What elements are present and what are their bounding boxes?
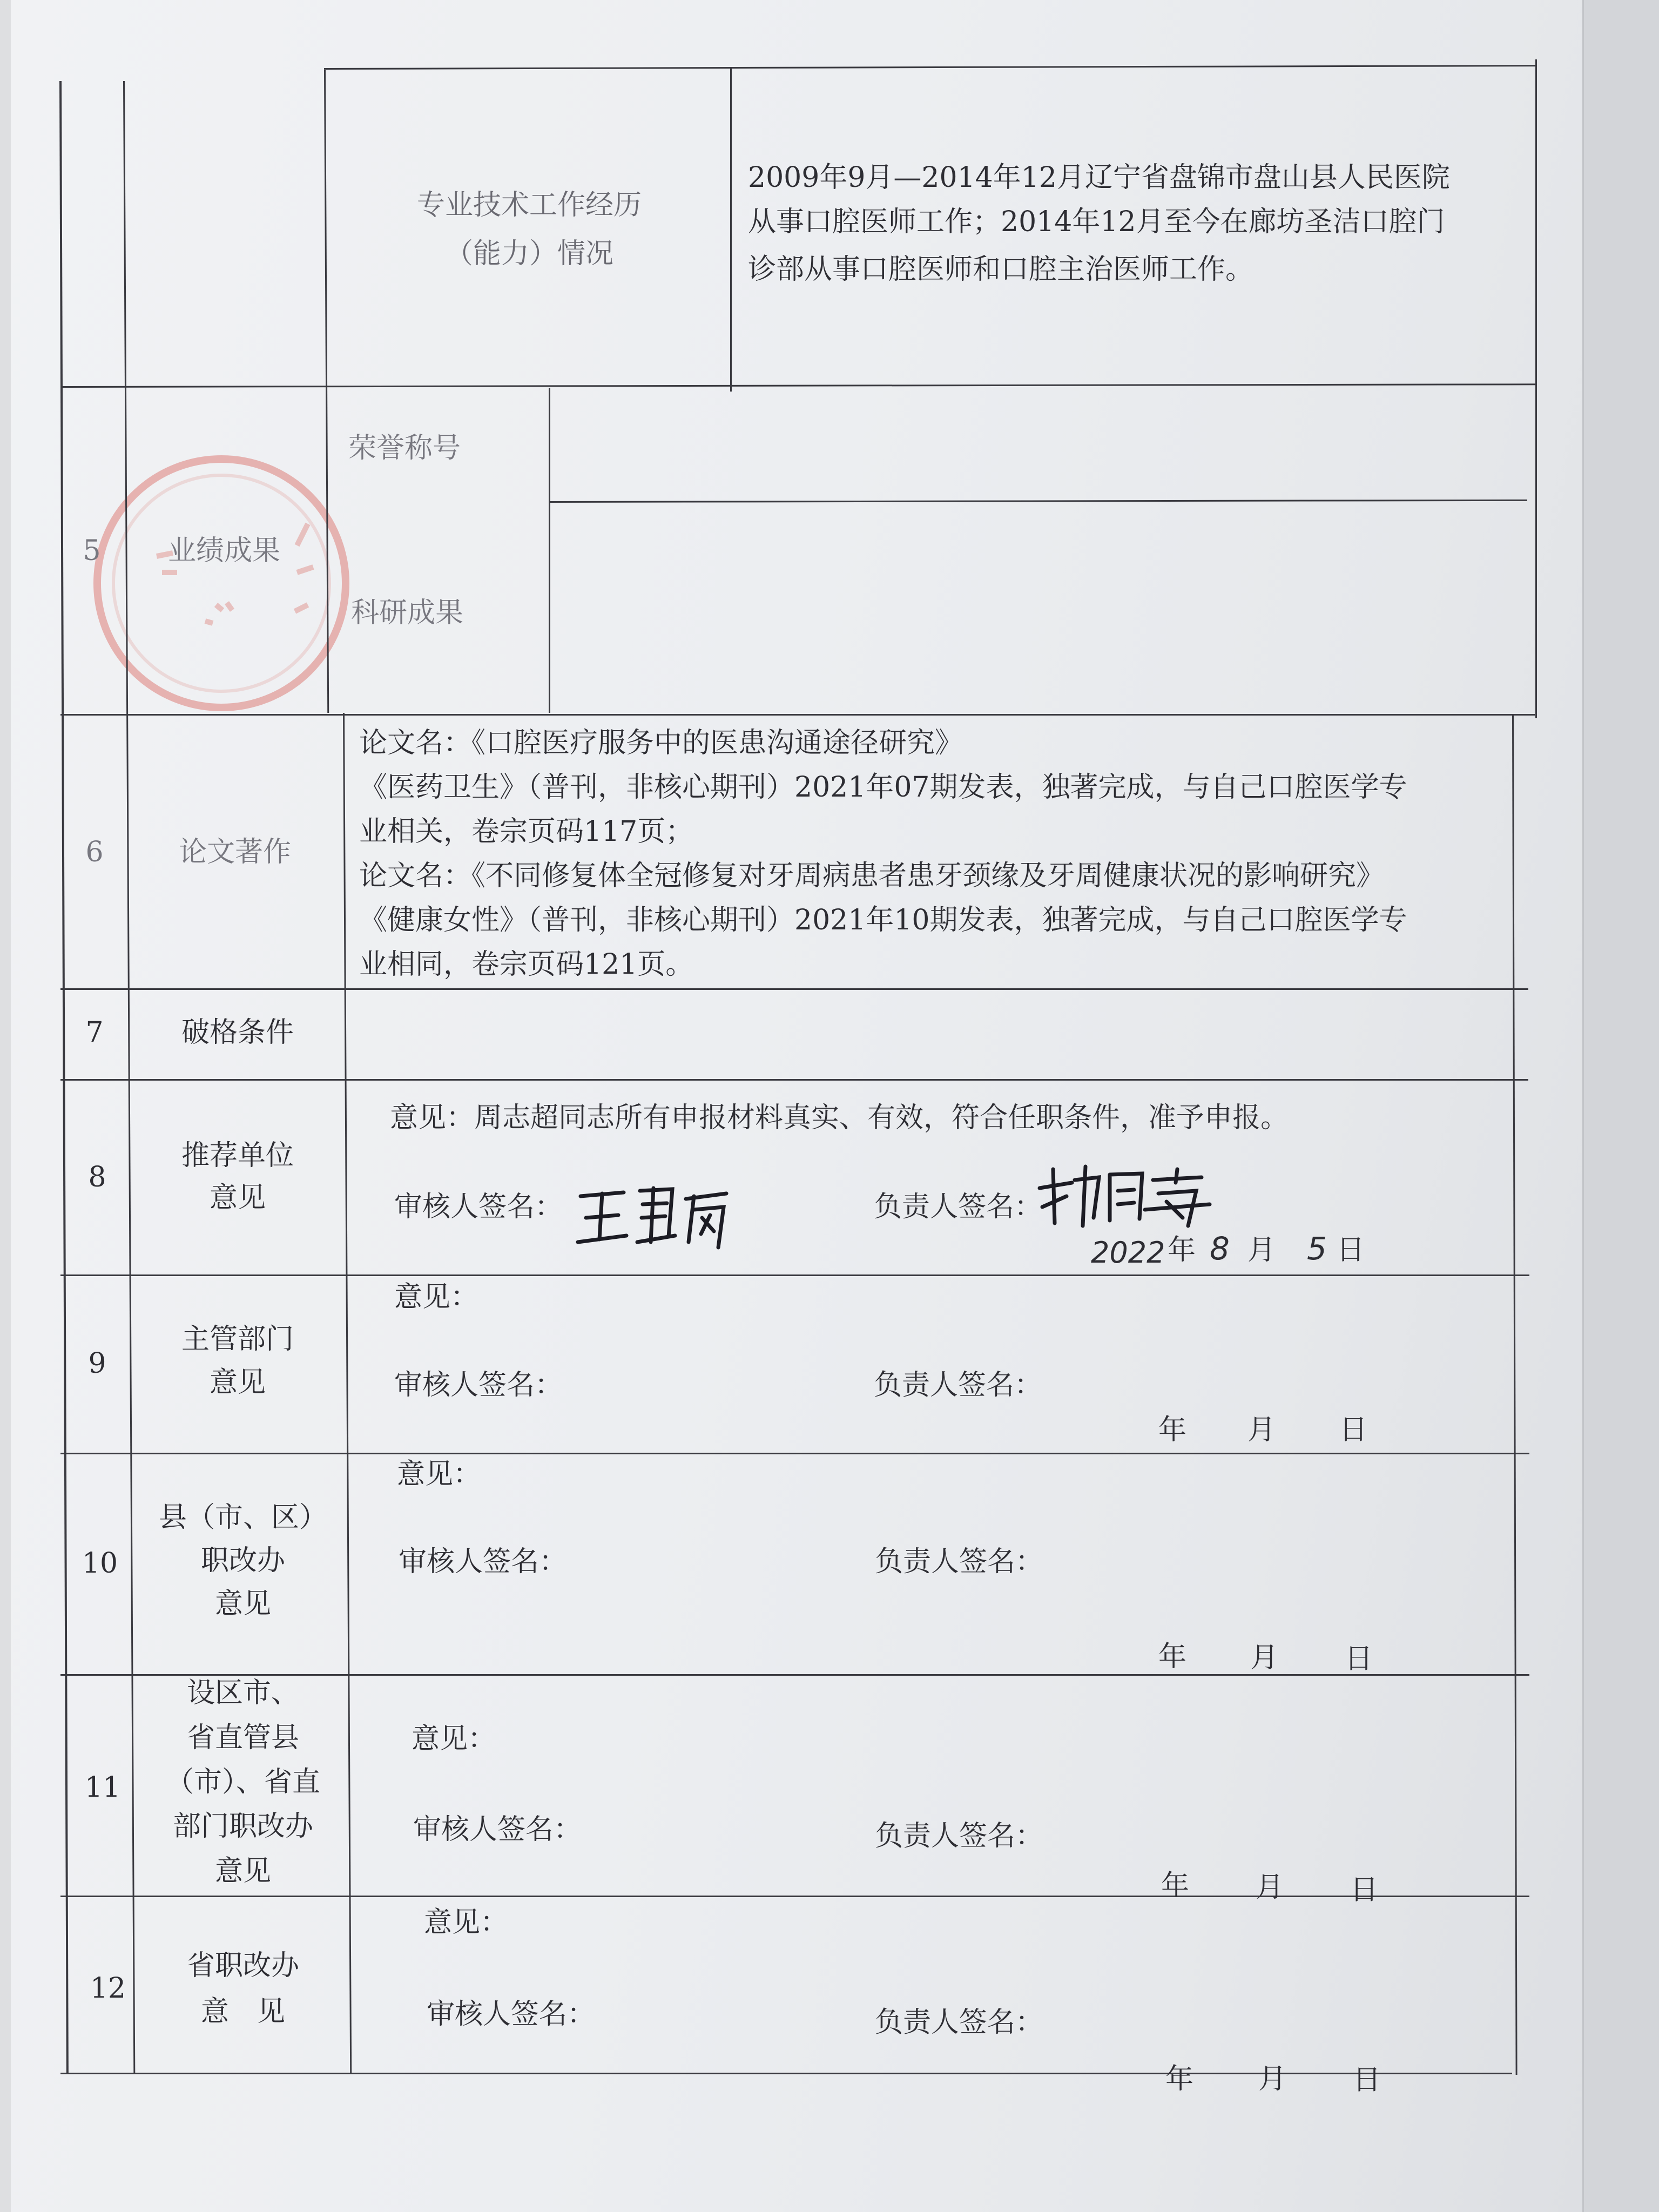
paper-line: 《医药卫生》（普刊，非核心期刊）2021年07期发表，独著完成，与自己口腔医学专 <box>359 771 1407 804</box>
row-label-line3: 意见 <box>214 1588 271 1620</box>
leader-handwritten-signature <box>1034 1158 1212 1234</box>
date-day-label: 日 <box>1353 2064 1381 2096</box>
table-border-right-upper <box>1535 59 1537 718</box>
paper-line: 论文名：《不同修复体全冠修复对牙周病患者患牙颈缘及牙周健康状况的影响研究》 <box>359 860 1385 892</box>
date-month-label: 月 <box>1256 1871 1284 1904</box>
opinion-label: 意见： <box>394 1281 479 1313</box>
paper-line: 《健康女性》（普刊，非核心期刊）2021年10期发表，独著完成，与自己口腔医学专 <box>359 904 1407 936</box>
experience-content-line: 2009年9月—2014年12月辽宁省盘锦市盘山县人民医院 <box>748 161 1450 194</box>
leader-signature-label: 负责人签名： <box>875 1546 1044 1578</box>
date-year-label: 年 <box>1158 1414 1187 1446</box>
reviewer-signature-label: 审核人签名： <box>394 1369 563 1401</box>
row-number: 8 <box>88 1161 106 1193</box>
date-day-label: 日 <box>1345 1643 1373 1675</box>
date-month-label: 月 <box>1247 1234 1276 1266</box>
row-label-line1: 主管部门 <box>181 1323 294 1355</box>
experience-content-line: 从事口腔医师工作；2014年12月至今在廊坊圣洁口腔门 <box>748 206 1445 238</box>
honor-title-label: 荣誉称号 <box>348 432 461 464</box>
date-year-label: 年 <box>1165 2063 1194 2095</box>
table-bottom-border <box>60 2073 1512 2074</box>
row-label-line3: （市）、省直 <box>165 1766 320 1798</box>
date-month-handwritten: 8 <box>1210 1230 1230 1267</box>
row-label-line1: 县（市、区） <box>158 1501 327 1534</box>
row-number: 6 <box>85 836 104 868</box>
date-month-label: 月 <box>1258 2063 1287 2095</box>
row-label: 业绩成果 <box>167 535 280 567</box>
row-label-line2: 意见 <box>209 1366 266 1399</box>
experience-content-line: 诊部从事口腔医师和口腔主治医师工作。 <box>748 253 1254 286</box>
page-edge-shadow <box>1584 0 1659 2212</box>
reviewer-signature-label: 审核人签名： <box>399 1546 568 1578</box>
paper-line: 业相关，卷宗页码117页； <box>359 815 694 848</box>
row-label: 破格条件 <box>181 1016 294 1049</box>
opinion-label: 意见： <box>412 1723 496 1755</box>
date-day-label: 日 <box>1350 1874 1379 1906</box>
row-number: 5 <box>83 535 101 567</box>
date-day-label: 日 <box>1339 1414 1368 1446</box>
row-divider <box>60 714 1535 716</box>
reviewer-signature-label: 审核人签名： <box>394 1191 563 1223</box>
reviewer-signature-label: 审核人签名： <box>427 1998 596 2031</box>
experience-label-line1: 专业技术工作经历 <box>416 189 642 221</box>
row-label-line1: 设区市、 <box>186 1677 299 1709</box>
reviewer-signature-label: 审核人签名： <box>413 1813 582 1846</box>
leader-signature-label: 负责人签名： <box>875 1820 1044 1852</box>
leader-signature-label: 负责人签名： <box>874 1369 1043 1401</box>
row-number: 10 <box>82 1547 118 1580</box>
official-seal <box>81 443 362 724</box>
row-label-line1: 推荐单位 <box>181 1139 294 1172</box>
row-divider <box>60 1453 1529 1454</box>
date-month-label: 月 <box>1250 1642 1279 1674</box>
date-month-label: 月 <box>1247 1414 1276 1446</box>
date-year-label: 年 <box>1158 1641 1187 1673</box>
row-number: 12 <box>90 1972 126 2005</box>
row-label-line4: 部门职改办 <box>172 1810 313 1843</box>
row-label-line1: 省职改办 <box>186 1950 299 1982</box>
date-day-label: 日 <box>1337 1234 1365 1266</box>
experience-label-line2: （能力）情况 <box>444 238 613 270</box>
row-label-line2: 职改办 <box>200 1545 285 1577</box>
reviewer-handwritten-signature <box>572 1166 734 1258</box>
row-number: 11 <box>84 1771 121 1804</box>
date-day-handwritten: 5 <box>1307 1230 1327 1267</box>
opinion-label: 意见： <box>397 1458 482 1491</box>
row-divider <box>60 1674 1529 1676</box>
row-number: 9 <box>88 1347 106 1380</box>
row-label-line5: 意见 <box>214 1855 271 1887</box>
row-label-line2: 意见 <box>209 1182 266 1214</box>
paper-line: 业相同，卷宗页码121页。 <box>359 948 694 981</box>
row-label: 论文著作 <box>178 836 291 868</box>
row-number: 7 <box>85 1016 104 1049</box>
row-label-line2: 意 见 <box>200 1995 285 2028</box>
row-label-line2: 省直管县 <box>186 1722 299 1754</box>
date-year-handwritten: 2022 <box>1091 1236 1165 1270</box>
opinion-label: 意见： <box>424 1906 509 1939</box>
row-divider <box>60 1274 1529 1276</box>
leader-signature-label: 负责人签名： <box>875 2006 1044 2039</box>
leader-signature-label: 负责人签名： <box>874 1191 1043 1223</box>
row-divider <box>60 1079 1528 1081</box>
recommendation-opinion: 意见：周志超同志所有申报材料真实、有效，符合任职条件，准予申报。 <box>390 1102 1289 1134</box>
table-col-divider-subrow <box>549 388 550 713</box>
row-divider <box>60 1896 1529 1897</box>
date-year-label: 年 <box>1161 1870 1190 1902</box>
table-col-divider-experience <box>730 68 732 392</box>
paper-line: 论文名：《口腔医疗服务中的医患沟通途径研究》 <box>359 727 963 759</box>
date-year-label: 年 <box>1168 1234 1196 1266</box>
research-results-label: 科研成果 <box>351 597 464 629</box>
row-divider <box>60 988 1528 990</box>
